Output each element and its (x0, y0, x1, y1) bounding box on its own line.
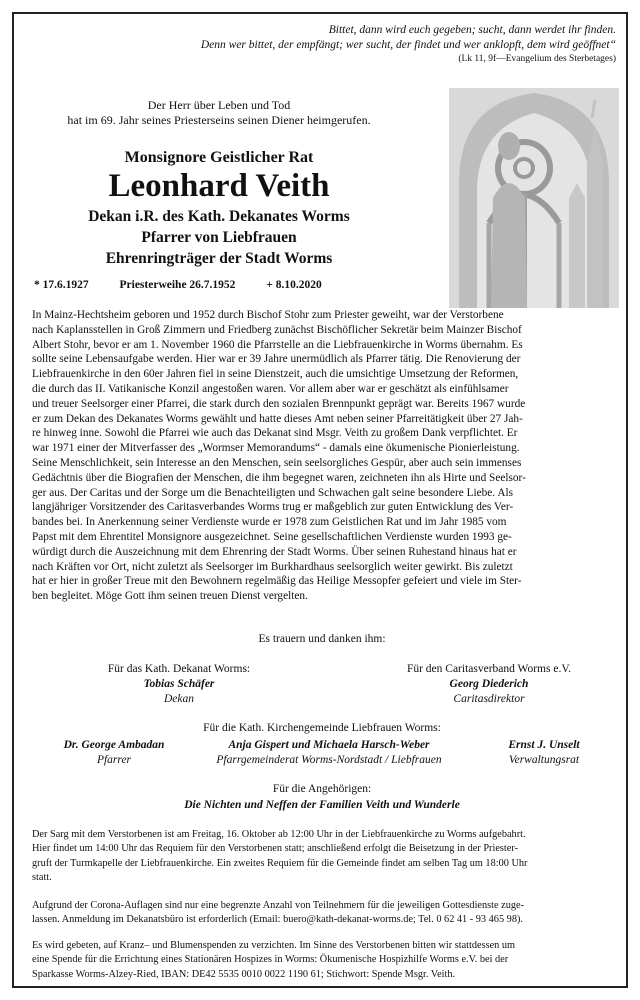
quote-line-1: Bittet, dann wird euch gegeben; sucht, dann werdet ihr finden. (328, 24, 616, 36)
signature-name: Georg Diederich (449, 678, 529, 690)
bio-line: war 1971 einer der Mitverfasser des „Wormser Memorandums“ - damals eine ökumenische Pionierleistung. (32, 442, 520, 455)
intro-line-1: Der Herr über Leben und Tod (147, 98, 291, 112)
footer-line: Aufgrund der Corona-Auflagen sind nur eine begrenzte Anzahl von Teilnehmern für die jeweiligen Gottesdienste zuge- (32, 900, 525, 911)
signature-role: Verwaltungsrat (508, 754, 580, 766)
footer-line: eine Spende für die Errichtung eines Stationären Hospizes in Worms: Ökumenische Hospizhilfe Worms e.V. bei der (32, 954, 509, 966)
footer-line: gruft der Turmkapelle der Liebfrauenkirche. Ein zweites Requiem für die Gemeinde findet am selben Tag um 18:00 Uhr (32, 857, 528, 869)
bio-line: hat er hier in großer Treue mit den Bewohnern regelmäßig das Heilige Messopfer gefeiert und viele im Ster- (32, 575, 522, 588)
bio-line: sollte seine Lebensaufgabe werden. Hier war er 39 Jahre unermüdlich als Pfarrer tätig. Die Renovierung der (32, 353, 521, 366)
signature-council (184, 738, 474, 768)
footer-line: Es wird gebeten, auf Kranz– und Blumenspenden zu verzichten. Im Sinne des Verstorbenen bitten wir stattdessen um (32, 940, 516, 951)
life-dates (34, 279, 350, 291)
bio-line: Seine Menschlichkeit, sein Interesse an den Menschen, sein seelsorgliches Gespür, aber auch sein immenses (32, 456, 522, 469)
signature-org: Für den Caritasverband Worms e.V. (406, 663, 572, 675)
bio-line: Liebfrauenkirche in den 60er Jahren fiel in seine Dienstzeit, auch die umsichtige Umsetzung der Reformen, (32, 368, 519, 381)
relatives-names: Die Nichten und Neffen der Familien Veith und Wunderle (184, 799, 460, 811)
signature-caritas (364, 662, 614, 707)
title-dekan: Dekan i.R. des Kath. Dekanates Worms (88, 208, 350, 225)
signature-role: Dekan (163, 693, 194, 705)
signature-role: Pfarrer (96, 754, 132, 766)
title-pfarrer: Pfarrer von Liebfrauen (141, 229, 297, 246)
footer-line: Der Sarg mit dem Verstorbenen ist am Freitag, 16. Oktober ab 12:00 Uhr in der Liebfrauenkirche zu Worms aufgebahrt. (32, 829, 526, 840)
mourning-heading: Es trauern und danken ihm: (258, 633, 386, 645)
bio-line: bandes bei. In Anerkennung seiner Verdienste wurde er 1978 zum Geistlichen Rat und im Jahr 1985 vom (32, 516, 507, 529)
intro-text (54, 98, 384, 128)
signature-org: Für das Kath. Dekanat Worms: (107, 663, 251, 675)
bio-line: Albert Stohr, bevor er am 1. November 1960 die Pfarrstelle an die Liebfrauenkirche in Worms übernahm. Es (32, 338, 523, 351)
quote-source: (Lk 11, 9f—Evangelium des Sterbetages) (458, 54, 616, 64)
bio-line: ger aus. Der Caritas und der Sorge um die Benachteiligten und Schwachen galt seine besondere Liebe. Als (32, 486, 514, 499)
bio-line: Papst mit dem Ehrentitel Monsignore ausgezeichnet. Seine gesellschaftlichen Verdienste wurden 1993 ge- (32, 530, 512, 543)
relatives-heading: Für die Angehörigen: (272, 783, 372, 795)
parish-heading: Für die Kath. Kirchengemeinde Liebfrauen Worms: (203, 722, 441, 734)
ordination-date: Priesterweihe 26.7.1952 (119, 279, 236, 291)
signature-dekanat (64, 662, 294, 707)
corona-info (32, 899, 614, 928)
biography (32, 308, 614, 604)
bio-line: er zum Dekan des Dekanates Worms gewählt und hatte dieses Amt neben seiner Pfarreitätigkeit über 27 Jah- (32, 412, 523, 425)
bio-line: In Mainz-Hechtsheim geboren und 1952 durch Bischof Stohr zum Priester geweiht, war der Verstorbene (32, 309, 504, 321)
donation-info (32, 939, 614, 982)
footer-line: Sparkasse Worms-Alzey-Ried, IBAN: DE42 5535 0010 0022 1190 61; Stichwort: Spende Msgr. Veith. (32, 968, 456, 980)
bio-line: würdigt durch die Auszeichnung mit dem Ehrenring der Stadt Worms. Über seinen Ruhestand hinaus hat er (32, 545, 517, 558)
signature-admin (474, 738, 614, 768)
gothic-window-icon (449, 88, 619, 308)
birth-date: * 17.6.1927 (34, 279, 89, 291)
bio-line: ben begleitet. Möge Gott ihm seinen treuen Dienst vergelten. (32, 590, 308, 603)
signature-name: Dr. George Ambadan (63, 739, 165, 751)
bio-line: langjähriger Vorsitzender des Caritasverbandes Worms trug er maßgeblich zur guten Entwicklung des Ver- (32, 501, 514, 514)
footer-line: Hier findet um 14:00 Uhr das Requiem für den Verstorbenen statt; anschließend erfolgt die Beisetzung in der Priester- (32, 843, 518, 855)
bible-quote (201, 23, 616, 65)
intro-line-2: hat im 69. Jahr seines Priesterseins seinen Diener heimgerufen. (67, 113, 371, 127)
funeral-info (32, 828, 614, 885)
signature-name: Anja Gispert und Michaela Harsch-Weber (228, 739, 430, 751)
person-name: Leonhard Veith (108, 168, 330, 204)
bio-line: re hinweg inne. Sowohl die Pfarrei wie auch das Dekanat sind Msgr. Veith zu großem Dank verpflichtet. Er (32, 427, 518, 440)
signature-role: Caritasdirektor (453, 693, 525, 705)
bio-line: nach Kaplansstellen in Groß Zimmern und Friedberg zunächst Bischöflicher Sekretär beim Mainzer Bischof (32, 323, 522, 336)
obituary-frame (12, 12, 628, 988)
signature-name: Ernst J. Unselt (508, 739, 580, 751)
bio-line: und treuer Seelsorger einer Pfarrei, die stark durch den sozialen Brennpunkt geprägt war. Bereits 1967 wurde (32, 397, 526, 410)
footer-line: statt. (32, 871, 52, 883)
bio-line: die durch das II. Vatikanische Konzil angestoßen waren. Vor allem aber war er geschätzt als einfühlsamer (32, 382, 509, 395)
signature-role: Pfarrgemeinderat Worms-Nordstadt / Liebfrauen (216, 754, 442, 766)
person-rank: Monsignore Geistlicher Rat (124, 149, 314, 166)
footer-line: lassen. Anmeldung im Dekanatsbüro ist erforderlich (Email: buero@kath-dekanat-worms.de; Tel. 0 62 41 - 93 465 98). (32, 914, 523, 926)
bio-line: Gedächtnis über die Biografien der Menschen, die ihm begegnet waren, zeichneten ihn als Hirte und Seelsor- (32, 471, 526, 484)
signature-pfarrer (34, 738, 194, 768)
bio-line: nach Kräften vor Ort, nicht zuletzt als Seelsorger im Burkhardhaus seelsorglich weiter gewirkt. Bis zuletzt (32, 560, 513, 573)
death-date: + 8.10.2020 (266, 279, 322, 291)
signature-name: Tobias Schäfer (143, 678, 215, 690)
person-titles (54, 206, 384, 269)
quote-line-2: Denn wer bittet, der empfängt; wer sucht, der findet und wer anklopft, dem wird geöffnet“ (200, 39, 616, 51)
title-ehrenring: Ehrenringträger der Stadt Worms (105, 250, 333, 267)
